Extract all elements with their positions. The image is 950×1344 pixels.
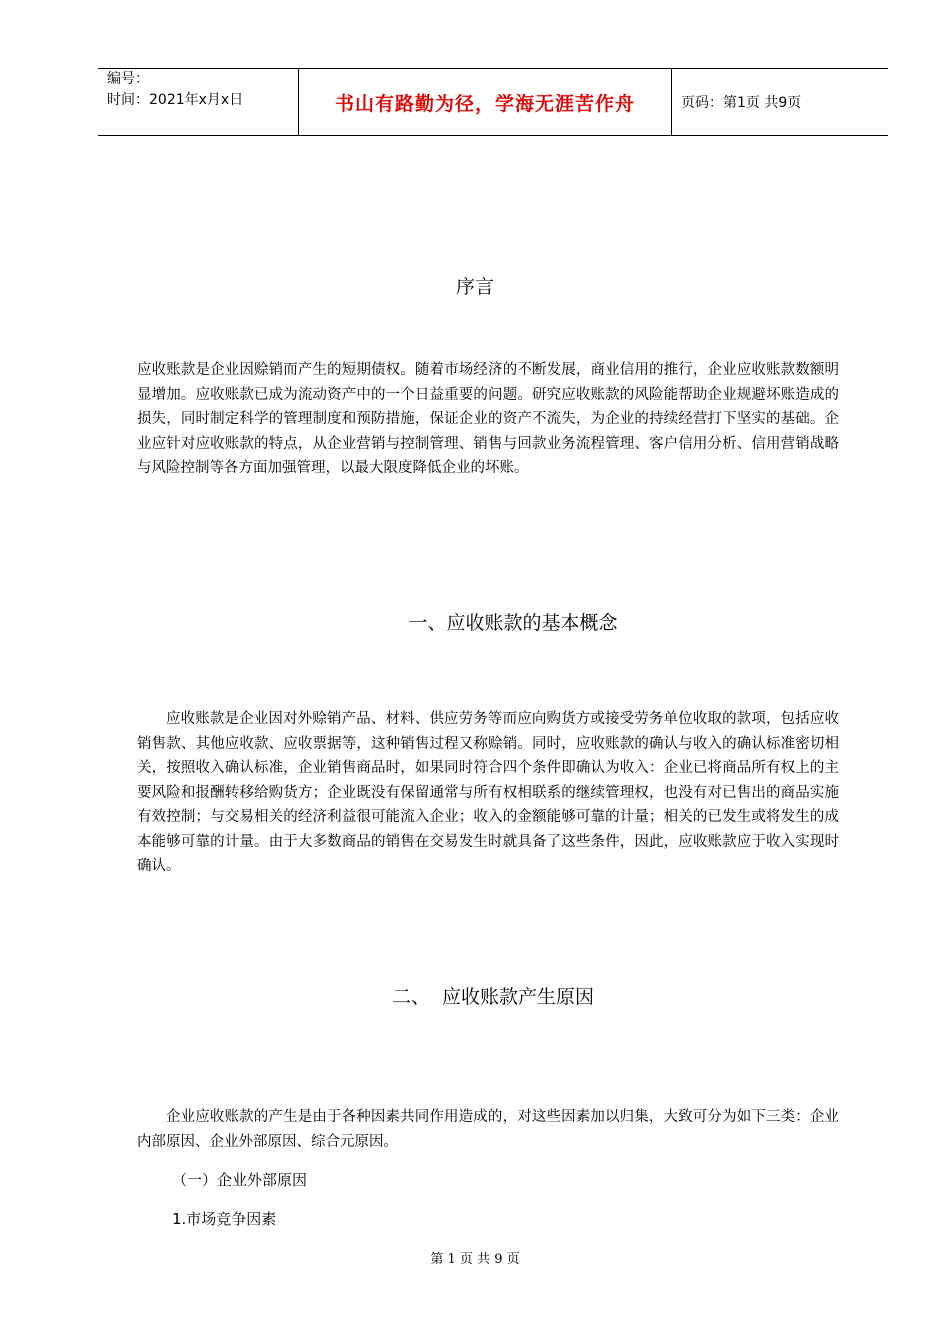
preface-paragraph: 应收账款是企业因赊销而产生的短期债权。随着市场经济的不断发展，商业信用的推行，企业应收账款数额明显增加。应收账款已成为流动资产中的一个日益重要的问题。研究应收账款的风险能帮助企业规避坏账造成的损失，同时制定科学的管理制度和预防措施，保证企业的资产不流失，为企业的持续经营打下坚实的基础。企业应针对应收账款的特点，从企业营销与控制管理、销售与回款业务流程管理、客户信用分析、信用营销战略与风险控制等各方面加强管理，以最大限度降低企业的坏账。 [137, 362, 839, 476]
header-right-cell [672, 69, 888, 135]
sub-subsection-heading: 1.市场竞争因素 [172, 1210, 277, 1228]
document-number-label: 编号： [107, 71, 149, 87]
header-page-info: 页码：第1页 共9页 [681, 95, 802, 111]
section-2-paragraph: 企业应收账款的产生是由于各种因素共同作用造成的，对这些因素加以归集，大致可分为如下三类：企业内部原因、企业外部原因、综合元原因。 [137, 1109, 839, 1150]
header-motto: 书山有路勤为径，学海无涯苦作舟 [334, 92, 635, 115]
section-2-title: 二、 应收账款产生原因 [391, 986, 595, 1008]
header-left-cell [98, 69, 299, 135]
header-middle-cell [299, 69, 672, 135]
preface-title: 序言 [455, 276, 494, 298]
subsection-heading: （一）企业外部原因 [172, 1171, 308, 1189]
section-1-title: 一、应收账款的基本概念 [408, 612, 618, 634]
document-time-label: 时间：2021年x月x日 [107, 92, 244, 108]
page-footer: 第 1 页 共 9 页 [430, 1252, 520, 1267]
section-1-paragraph: 应收账款是企业因对外赊销产品、材料、供应劳务等而应向购货方或接受劳务单位收取的款项，包括应收销售款、其他应收款、应收票据等，这种销售过程又称赊销。同时，应收账款的确认与收入的确认标准密切相关，按照收入确认标准，企业销售商品时，如果同时符合四个条件即确认为收入：企业已将商品所有权上的主要风险和报酬转移给购货方；企业既没有保留通常与所有权相联系的继续管理权，也没有对已售出的商品实施有效控制；与交易相关的经济利益很可能流入企业；收入的金额能够可靠的计量；相关的已发生或将发生的成本能够可靠的计量。由于大多数商品的销售在交易发生时就具备了这些条件，因此，应收账款应于收入实现时确认。 [137, 711, 839, 874]
page-header [98, 68, 888, 136]
